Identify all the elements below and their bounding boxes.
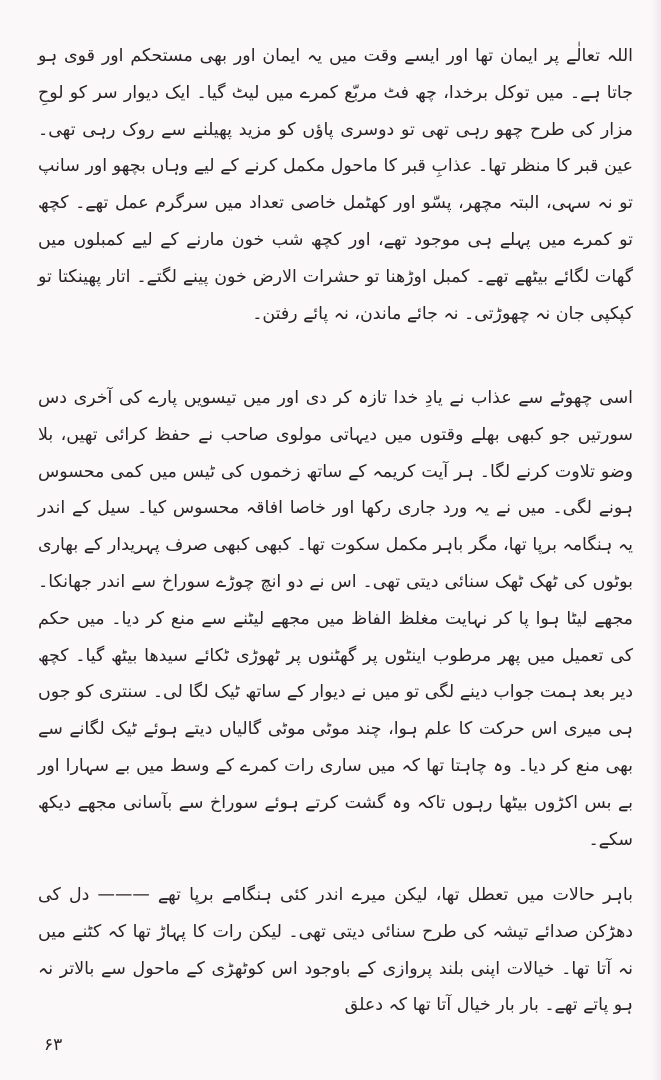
paragraph-2: اسی چھوٹے سے عذاب نے یادِ خدا تازہ کر دی اور میں تیسویں پارے کی آخری دس سورتیں جو کبھی بھلے وقتوں میں دیہاتی مولوی صاحب نے حفظ کرائی تھیں، بلا وضو تلاوت کرنے لگا۔ ہر آیت کریمہ کے ساتھ زخموں کی ٹیس میں کمی محسوس ہونے لگی۔ میں نے یہ ورد جاری رکھا اور خاصا افاقہ محسوس کیا۔ سیل کے اندر یہ ہنگامہ برپا تھا، مگر باہر مکمل سکوت تھا۔ کبھی کبھی صرف پہریدار کے بھاری بوٹوں کی ٹھک ٹھک سنائی دیتی تھی۔ اس نے دو انچ چوڑے سوراخ سے اندر جھانکا۔ مجھے لیٹا ہوا پا کر نہایت مغلظ الفاظ میں مجھے لیٹنے سے منع کر دیا۔ میں حکم کی تعمیل میں پھر مرطوب اینٹوں پر گھٹنوں پر ٹھوڑی ٹکائے سیدھا بیٹھ گیا۔ کچھ دیر بعد ہمت جواب دینے لگی تو میں نے دیوار کے ساتھ ٹیک لگا لی۔ سنتری کو جوں ہی میری اس حرکت کا علم ہوا، چند موٹی موٹی گالیاں دیتے ہوئے ٹیک لگانے سے بھی منع کر دیا۔ وہ چاہتا تھا کہ میں ساری رات کمرے کے وسط میں بے سہارا اور بے بس اکڑوں بیٹھا رہوں تاکہ وہ گشت کرتے ہوئے سوراخ سے بآسانی مجھے دیکھ سکے۔	[38, 388, 633, 850]
page-number: ۶۳	[44, 1035, 63, 1055]
paragraph-3: باہر حالات میں تعطل تھا، لیکن میرے اندر کئی ہنگامے برپا تھے ——— دل کی دھڑکن صدائے تیشہ کی طرح سنائی دیتی تھی۔ لیکن رات کا پہاڑ تھا کہ کٹنے میں نہ آتا تھا۔ خیالات اپنی بلند پروازی کے باوجود اس کوٹھڑی کے ماحول سے بالاتر نہ ہو پاتے تھے۔ بار بار خیال آتا تھا کہ دعلق	[38, 885, 633, 1016]
paragraph-1: اللہ تعالٰے پر ایمان تھا اور ایسے وقت میں یہ ایمان اور بھی مستحکم اور قوی ہو جاتا ہے۔ میں توکل برخدا، چھ فٹ مربّع کمرے میں لیٹ گیا۔ ایک دیوار سر کو لوحِ مزار کی طرح چھو رہی تھی تو دوسری پاؤں کو مزید پھیلنے سے روک رہی تھی۔ عین قبر کا منظر تھا۔ عذابِ قبر کا ماحول مکمل کرنے کے لیے وہاں بچھو اور سانپ تو نہ سہی، البتہ مچھر، پسّو اور کھٹمل خاصی تعداد میں سرگرم عمل تھے۔ کچھ تو کمرے میں پہلے ہی موجود تھے، اور کچھ شب خون مارنے کے لیے کمبلوں میں گھات لگائے بیٹھے تھے۔ کمبل اوڑھنا تو حشرات الارض خون پینے لگتے۔ اتار پھینکتا تو کپکپی جان نہ چھوڑتی۔ نہ جائے ماندن، نہ پائے رفتن۔	[38, 46, 633, 324]
